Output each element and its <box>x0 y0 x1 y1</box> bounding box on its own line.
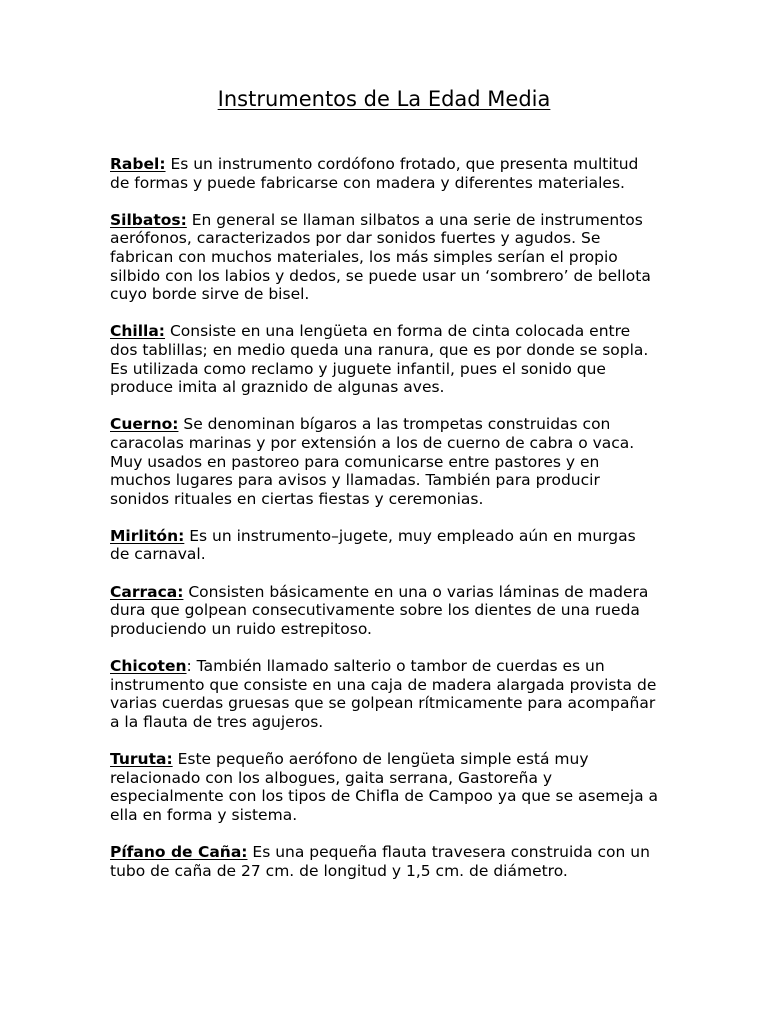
entry-term: Pífano de Caña: <box>110 842 248 861</box>
entry-text: Consiste en una lengüeta en forma de cinta colocada entre dos tablillas; en medio queda una ranura, que es por donde se sopla. Es utilizada como reclamo y juguete infantil, pues el sonido que produce imita al graznido de algunas aves. <box>110 322 649 397</box>
entry-text: Este pequeño aerófono de lengüeta simple está muy relacionado con los albogues, gaita serrana, Gastoreña y especialmente con los tipos de Chifla de Campoo ya que se asemeja a ella en forma y sistema. <box>110 750 659 824</box>
entry-text: En general se llaman silbatos a una serie de instrumentos aerófonos, caracterizados por dar sonidos fuertes y agudos. Se fabrican con muchos materiales, los más simples serían el propio silbido con los labios y dedos, se puede usar un ‘sombrero’ de bellota cuyo borde sirve de bisel. <box>110 210 651 304</box>
entry-turuta <box>110 750 658 824</box>
entry-term: Chilla: <box>110 322 166 341</box>
entry-text: Consisten básicamente en una o varias láminas de madera dura que golpean consecutivamente sobre los dientes de una rueda produciendo un ruido estrepitoso. <box>110 582 649 638</box>
entry-rabel <box>110 155 658 192</box>
entry-silbatos <box>110 211 658 304</box>
entry-text: Es un instrumento–jugete, muy empleado aún en murgas de carnaval. <box>110 526 636 564</box>
entry-term: Cuerno: <box>110 415 179 434</box>
entry-chilla <box>110 322 658 396</box>
entry-term: Chicoten <box>110 657 187 676</box>
instrument-list <box>110 155 658 899</box>
entry-term: Silbatos: <box>110 210 187 229</box>
entry-pifano-de-cana <box>110 843 658 880</box>
entry-term: Mirlitón: <box>110 526 185 545</box>
entry-carraca <box>110 583 658 639</box>
entry-mirliton <box>110 527 658 564</box>
entry-term: Carraca: <box>110 582 184 601</box>
entry-cuerno <box>110 415 658 508</box>
entry-term: Turuta: <box>110 750 173 768</box>
entry-text: Es un instrumento cordófono frotado, que presenta multitud de formas y puede fabricarse con madera y diferentes materiales. <box>110 155 639 192</box>
entry-text: : También llamado salterio o tambor de cuerdas es un instrumento que consiste en una caja de madera alargada provista de varias cuerdas gruesas que se golpean rítmicamente para acompañar a la flauta de tres agujeros. <box>110 657 657 731</box>
entry-chicoten <box>110 657 658 731</box>
entry-text: Se denominan bígaros a las trompetas construidas con caracolas marinas y por extensión a los de cuerno de cabra o vaca. Muy usados en pastoreo para comunicarse entre pastores y en muchos lugares para avisos y llamadas. También para producir sonidos rituales en ciertas fiestas y ceremonias. <box>110 415 635 508</box>
document-title: Instrumentos de La Edad Media <box>217 87 551 111</box>
entry-text: Es una pequeña flauta travesera construida con un tubo de caña de 27 cm. de longitud y 1,5 cm. de diámetro. <box>110 842 650 880</box>
entry-term: Rabel: <box>110 155 166 173</box>
